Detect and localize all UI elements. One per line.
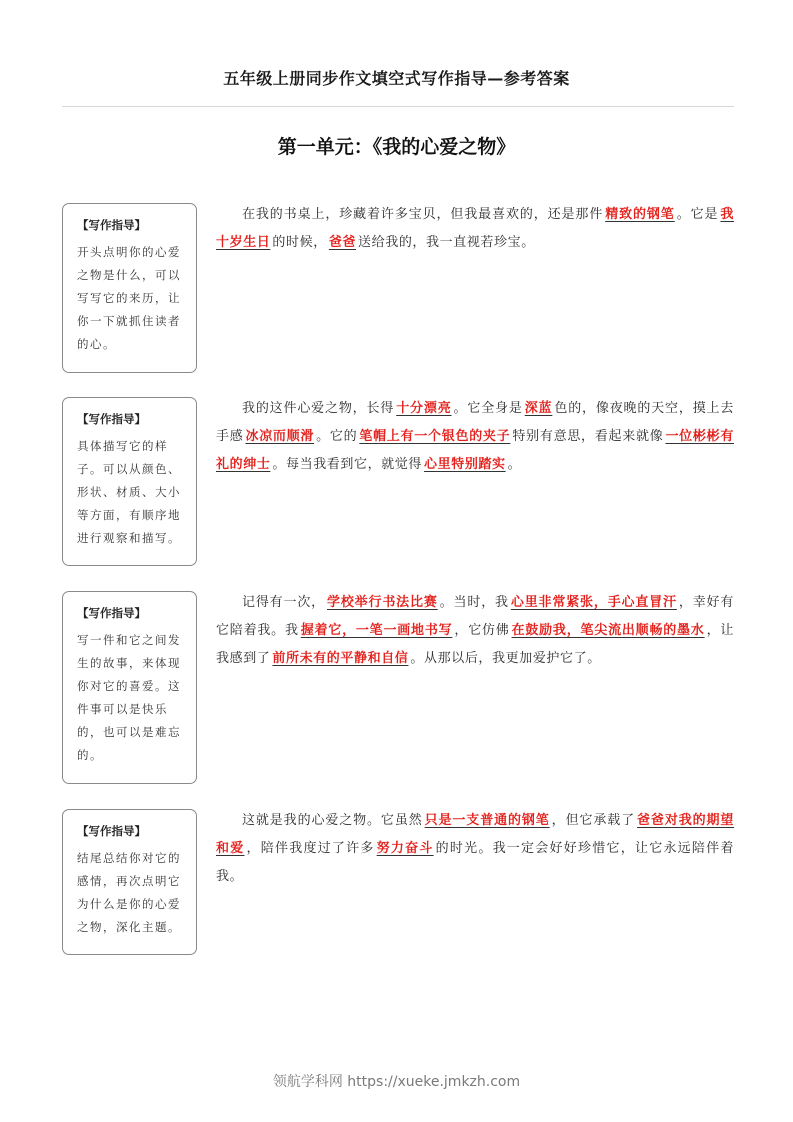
- unit-title: 第一单元：《我的心爱之物》: [277, 136, 516, 158]
- answer-blank: 在鼓励我，笔尖流出顺畅的墨水: [511, 623, 705, 638]
- paragraph-text: 在我的书桌上，珍藏着许多宝贝，但我最喜欢的，还是那件: [242, 207, 604, 222]
- essay-paragraph: [216, 201, 734, 257]
- answer-blank: 一位彬彬有礼的绅士: [216, 429, 734, 472]
- essay-paragraph: [216, 807, 734, 891]
- answer-blank: 学校举行书法比赛: [327, 595, 438, 610]
- paragraph-text: 我的这件心爱之物，长得: [242, 401, 395, 416]
- guide-text: 开头点明你的心爱之物是什么，可以写写它的来历，让你一下就抓住读者的心。: [77, 245, 181, 351]
- guide-label: 【写作指导】: [77, 606, 146, 620]
- paragraph-text: ，幸好有它陪着我。我: [216, 595, 734, 638]
- answer-blank: 爸爸对我的期望和爱: [216, 813, 734, 856]
- answer-blank: 冰凉而顺滑: [245, 429, 315, 444]
- guide-label: 【写作指导】: [77, 824, 146, 838]
- paragraph-text: 。它的: [316, 429, 358, 444]
- answer-blank: 我十岁生日: [216, 207, 734, 250]
- answer-blank: 前所未有的平静和自信: [272, 651, 409, 666]
- essay-paragraph: [216, 589, 734, 673]
- paragraph-text: ，陪伴我度过了许多: [246, 841, 375, 856]
- answer-blank: 笔帽上有一个银色的夹子: [359, 429, 511, 444]
- paragraph-text: 。每当我看到它，就觉得: [272, 457, 423, 472]
- writing-guide-box: [62, 591, 197, 784]
- paragraph-text: 的时光。我一定会好好珍惜它，让它永远陪伴着我。: [216, 841, 734, 884]
- paragraph-text: 。从那以后，我更加爱护它了。: [410, 651, 601, 666]
- answer-blank: 精致的钢笔: [605, 207, 675, 222]
- footer-watermark: 领航学科网 https://xueke.jmkzh.com: [272, 1074, 521, 1090]
- paragraph-text: 。: [507, 457, 522, 472]
- paragraph-text: 记得有一次，: [242, 595, 326, 610]
- guide-label: 【写作指导】: [77, 412, 146, 426]
- essay-paragraph: [216, 395, 734, 479]
- answer-blank: 努力奋斗: [376, 841, 434, 856]
- paragraph-text: ，它仿佛: [454, 623, 510, 638]
- writing-guide-box: [62, 809, 197, 955]
- guide-label: 【写作指导】: [77, 218, 146, 232]
- paragraph-text: 。它是: [676, 207, 719, 222]
- answer-blank: 心里非常紧张，手心直冒汗: [510, 595, 677, 610]
- page-header-title: 五年级上册同步作文填空式写作指导—参考答案: [223, 69, 570, 88]
- paragraph-text: ，但它承载了: [551, 813, 636, 828]
- answer-blank: 十分漂亮: [396, 401, 452, 416]
- answer-blank: 爸爸: [328, 235, 357, 250]
- paragraph-text: 。它全身是: [453, 401, 523, 416]
- paragraph-text: 色的，像夜晚的天空，摸上去手感: [216, 401, 734, 444]
- answer-blank: 握着它，一笔一画地书写: [300, 623, 453, 638]
- writing-guide-box: [62, 203, 197, 373]
- header-divider: [62, 106, 734, 107]
- answer-blank: 深蓝: [524, 401, 553, 416]
- paragraph-text: 送给我的，我一直视若珍宝。: [358, 235, 535, 250]
- answer-blank: 只是一支普通的钢笔: [424, 813, 550, 828]
- paragraph-text: 的时候，: [272, 235, 327, 250]
- guide-text: 结尾总结你对它的感情，再次点明它为什么是你的心爱之物，深化主题。: [77, 851, 181, 934]
- paragraph-text: 这就是我的心爱之物。它虽然: [242, 813, 423, 828]
- writing-guide-box: [62, 397, 197, 566]
- guide-text: 具体描写它的样子。可以从颜色、形状、材质、大小等方面，有顺序地进行观察和描写。: [77, 439, 181, 545]
- paragraph-text: ，让我感到了: [216, 623, 734, 666]
- paragraph-text: 特别有意思，看起来就像: [512, 429, 664, 444]
- guide-text: 写一件和它之间发生的故事，来体现你对它的喜爱。这件事可以是快乐的，也可以是难忘的。: [77, 633, 181, 762]
- paragraph-text: 。当时，我: [439, 595, 509, 610]
- answer-blank: 心里特别踏实: [424, 457, 506, 472]
